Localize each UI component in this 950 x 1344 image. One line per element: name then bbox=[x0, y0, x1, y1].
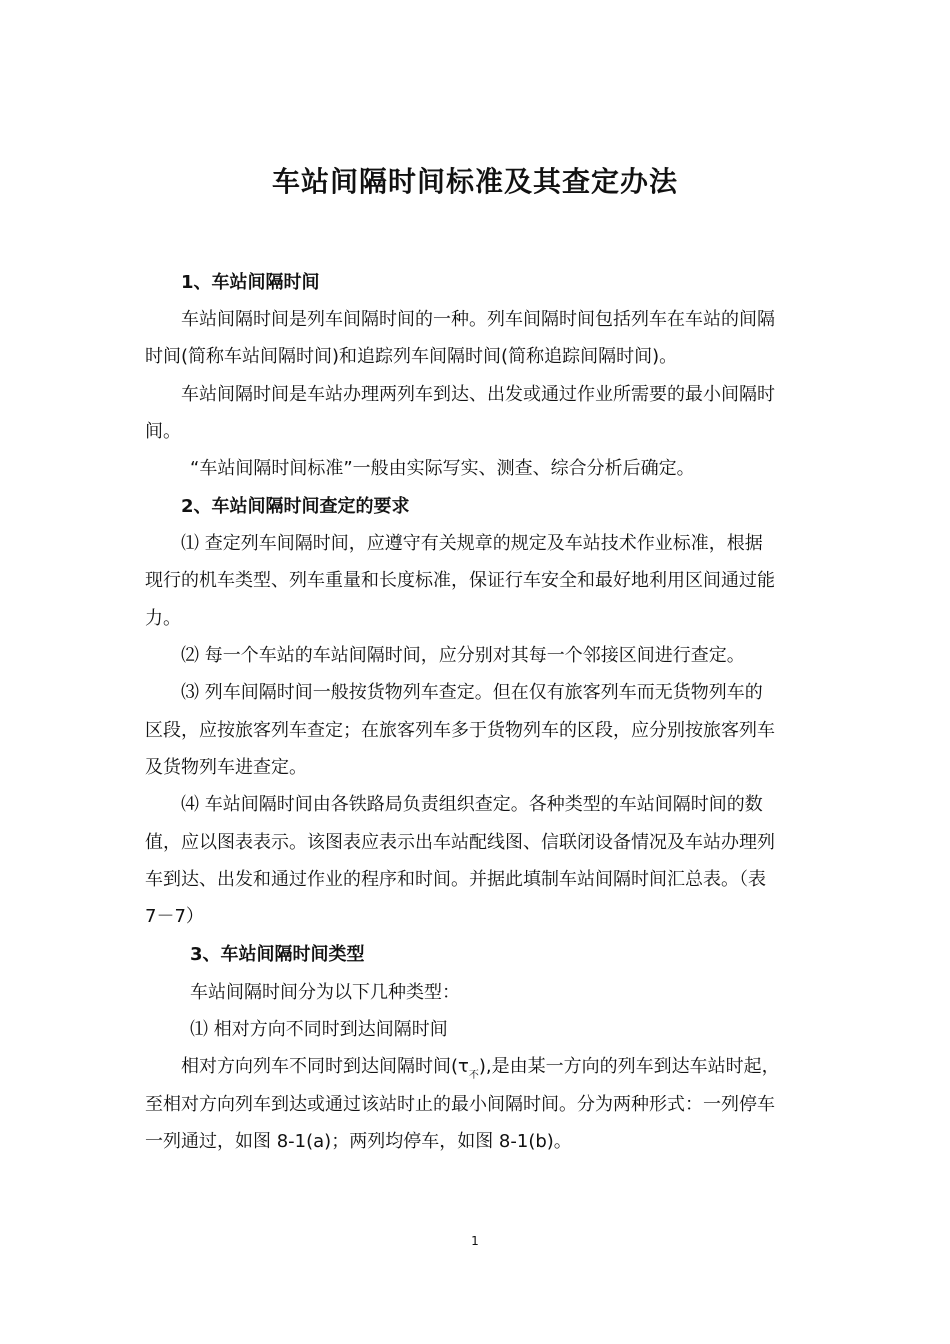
section-heading-3: 3、车站间隔时间类型 bbox=[190, 944, 365, 965]
paragraph-line: 一列通过，如图 8-1(a)；两列均停车，如图 8-1(b)。 bbox=[145, 1131, 572, 1152]
requirement-line: ⑵ 每一个车站的车站间隔时间，应分别对其每一个邻接区间进行查定。 bbox=[181, 645, 745, 666]
requirement-line: 车到达、出发和通过作业的程序和时间。并据此填制车站间隔时间汇总表。（表 bbox=[145, 869, 766, 890]
paragraph-line: 车站间隔时间是列车间隔时间的一种。列车间隔时间包括列车在车站的间隔 bbox=[181, 309, 775, 330]
paragraph-line-with-symbol bbox=[181, 1054, 841, 1089]
subheading-line: ⑴ 相对方向不同时到达间隔时间 bbox=[190, 1019, 448, 1040]
paragraph-line: “车站间隔时间标准”一般由实际写实、测查、综合分析后确定。 bbox=[190, 458, 695, 479]
requirement-line: 区段，应按旅客列车查定；在旅客列车多于货物列车的区段，应分别按旅客列车 bbox=[145, 720, 775, 741]
requirement-line: 及货物列车进查定。 bbox=[145, 757, 307, 778]
section-heading-2: 2、车站间隔时间查定的要求 bbox=[181, 496, 410, 517]
paragraph-line: 时间(简称车站间隔时间)和追踪列车间隔时间(简称追踪间隔时间)。 bbox=[145, 346, 678, 367]
requirement-line: ⑷ 车站间隔时间由各铁路局负责组织查定。各种类型的车站间隔时间的数 bbox=[181, 794, 763, 815]
document-title: 车站间隔时间标准及其查定办法 bbox=[271, 165, 678, 198]
text-span: 相对方向列车不同时到达间隔时间( bbox=[181, 1056, 459, 1077]
requirement-line: ⑴ 查定列车间隔时间，应遵守有关规章的规定及车站技术作业标准，根据 bbox=[181, 533, 763, 554]
section-heading-1: 1、车站间隔时间 bbox=[181, 272, 320, 293]
requirement-line: 值，应以图表表示。该图表应表示出车站配线图、信联闭设备情况及车站办理列 bbox=[145, 832, 775, 853]
page-number: 1 bbox=[471, 1234, 479, 1248]
requirement-line: 7－7） bbox=[145, 906, 204, 927]
tau-subscript: 不 bbox=[468, 1070, 479, 1081]
paragraph-line: 至相对方向列车到达或通过该站时止的最小间隔时间。分为两种形式：一列停车 bbox=[145, 1094, 775, 1115]
paragraph-line: 车站间隔时间是车站办理两列车到达、出发或通过作业所需要的最小间隔时 bbox=[181, 384, 775, 405]
paragraph-line: 间。 bbox=[145, 421, 181, 442]
tau-symbol: τ bbox=[458, 1056, 469, 1077]
requirement-line: 力。 bbox=[145, 608, 181, 629]
requirement-line: ⑶ 列车间隔时间一般按货物列车查定。但在仅有旅客列车而无货物列车的 bbox=[181, 682, 763, 703]
paragraph-line: 车站间隔时间分为以下几种类型： bbox=[190, 982, 460, 1003]
requirement-line: 现行的机车类型、列车重量和长度标准，保证行车安全和最好地利用区间通过能 bbox=[145, 570, 775, 591]
text-span: ),是由某一方向的列车到达车站时起， bbox=[478, 1056, 780, 1077]
